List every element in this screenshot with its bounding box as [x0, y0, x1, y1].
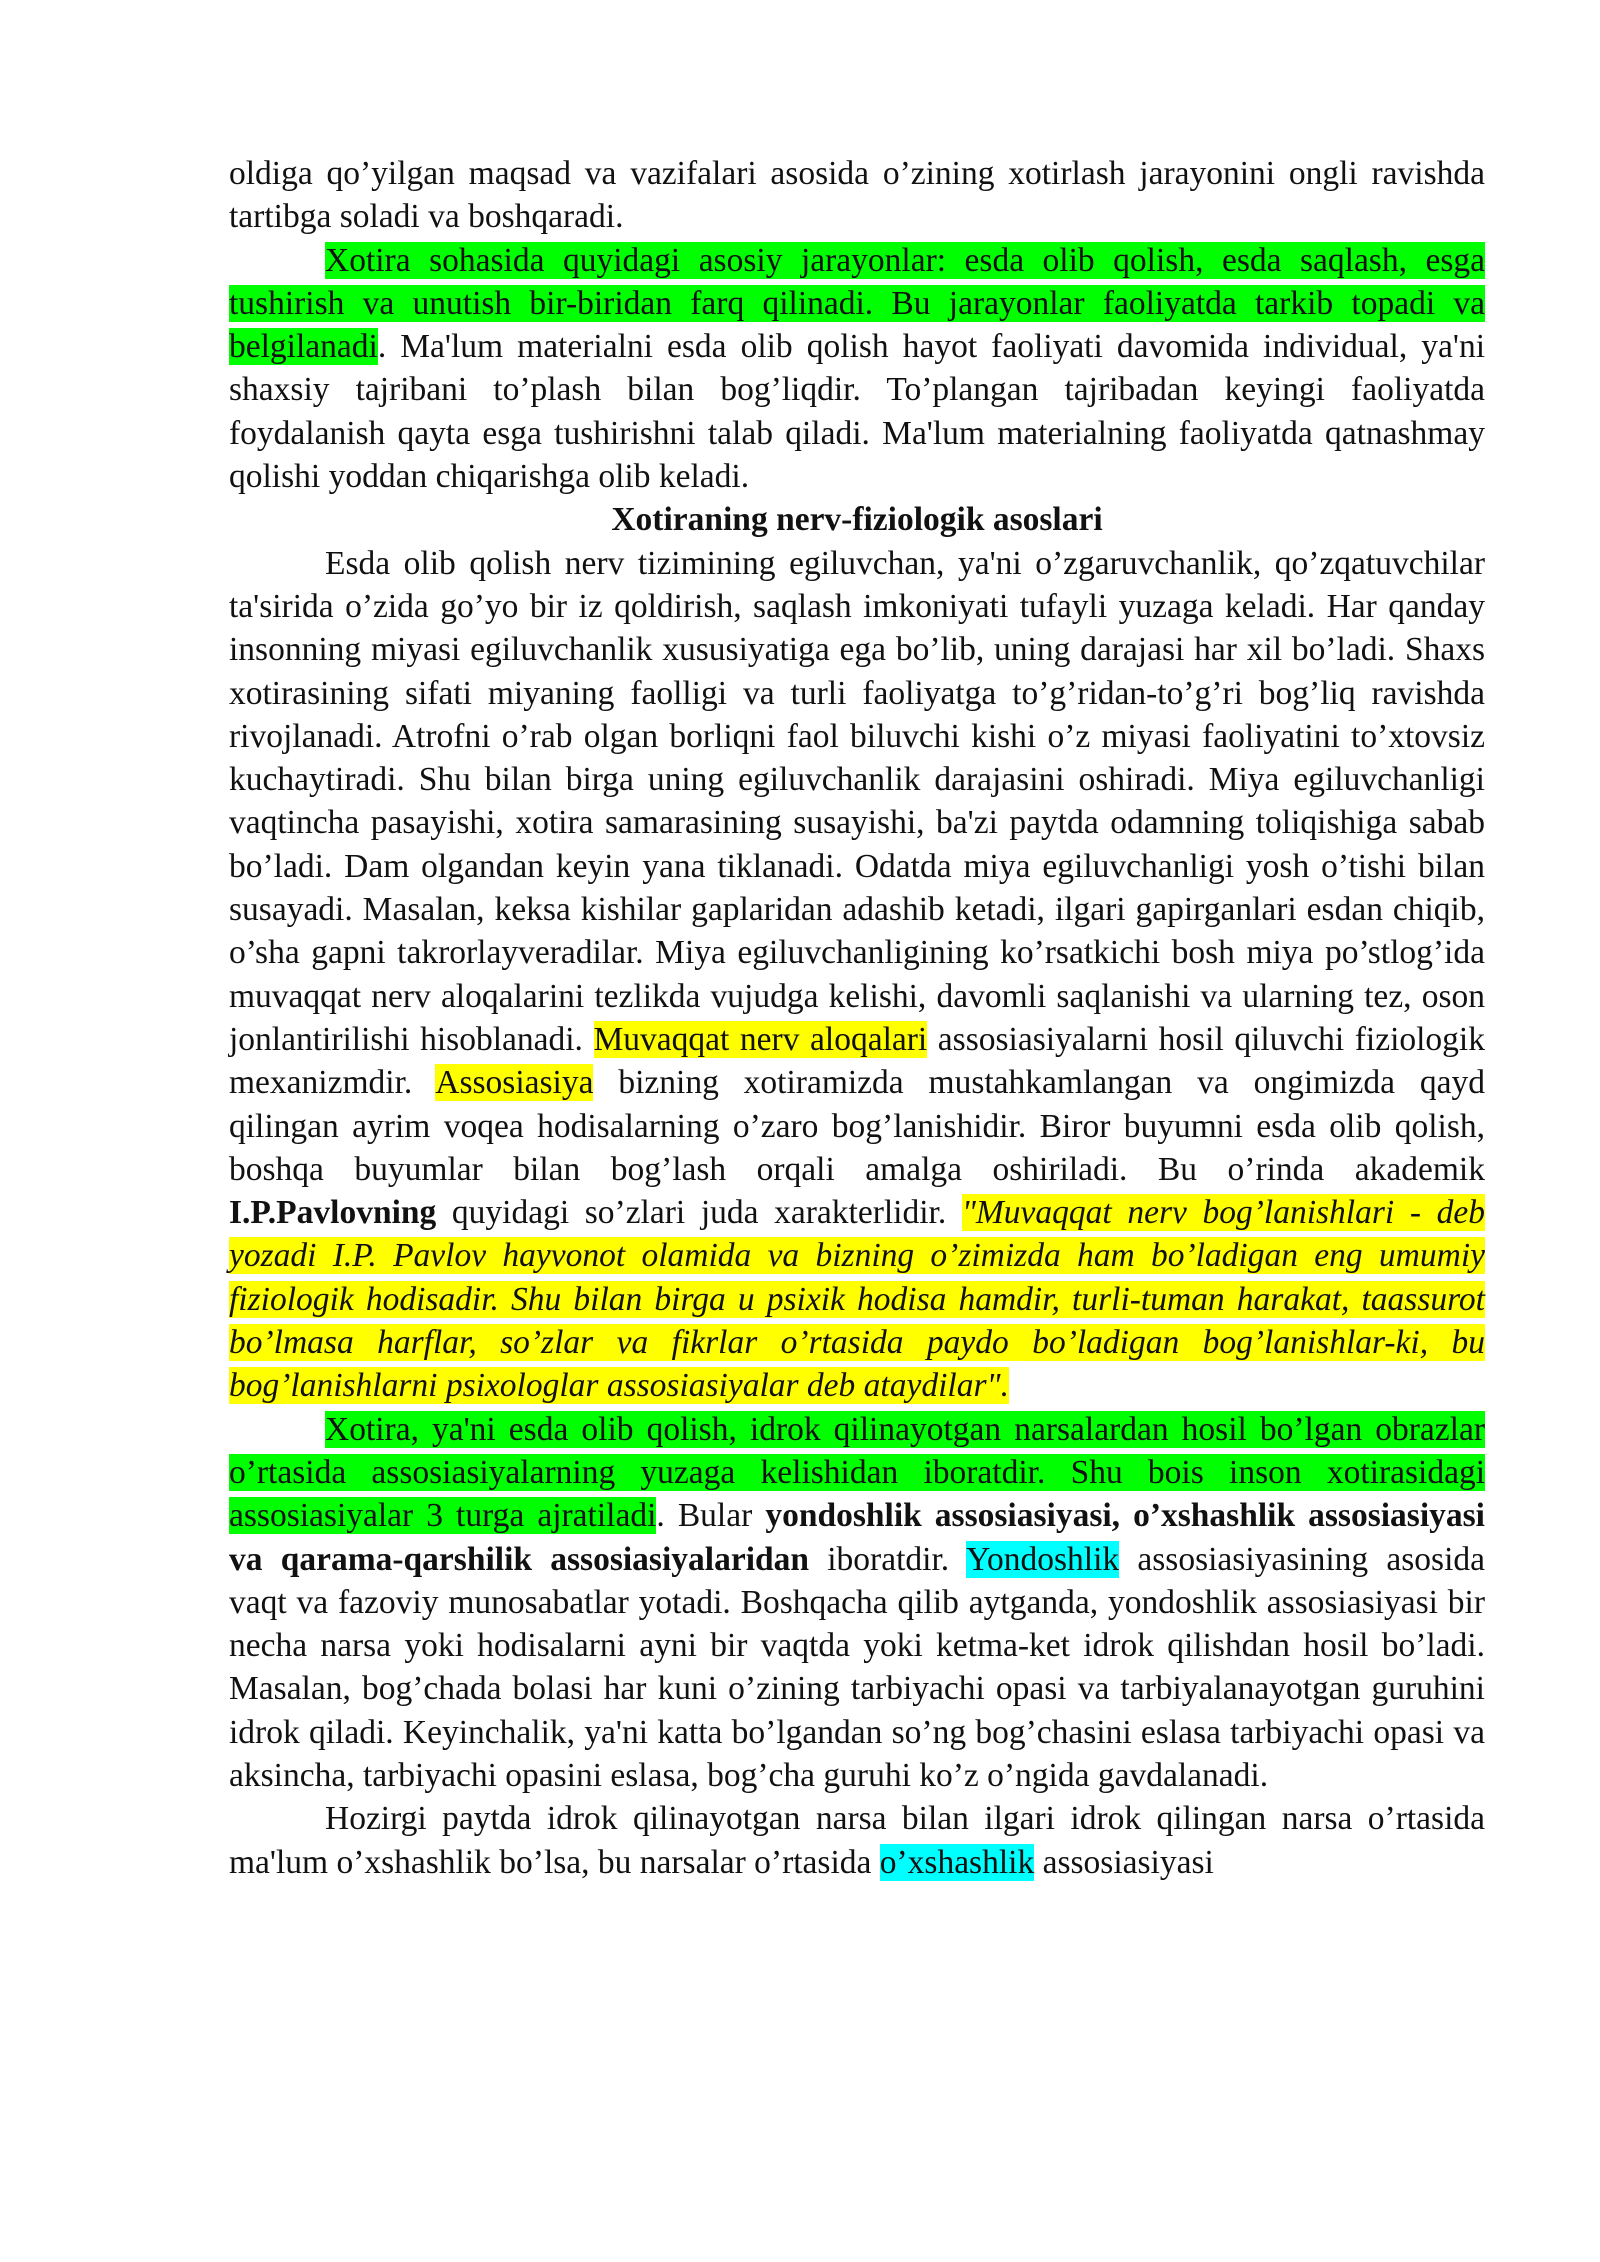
paragraph-text: bizning xotiramizda mustahkamlangan va ongimizda qayd qilingan ayrim voqea hodisalarning o’zaro bog’lanishidir. Biror buyumni esda olib qolish, boshqa buyumlar bilan bog’lash orqali amalga oshiriladi. Bu o’rinda akademik [229, 1064, 1485, 1188]
paragraph-intro-continuation [229, 152, 1485, 239]
paragraph-text: iboratdir. [809, 1540, 967, 1578]
yellow-highlight-term: Muvaqqat nerv aloqalari [593, 1020, 928, 1058]
paragraph-similarity [229, 1797, 1485, 1884]
paragraph-text: quyidagi so’zlari juda xarakterlidir. [436, 1194, 962, 1232]
paragraph-text: assosiasiyalarni hosil qiluvchi fiziologik mexanizmdir. [229, 1020, 1485, 1102]
paragraph-text: Esda olib qolish nerv tizimining egiluvchan, ya'ni o’zgaruvchanlik, qo’zqatuvchilar ta'sirida o’zida go’yo bir iz qoldirish, saqlash imkoniyati tufayli yuzaga keladi. Har qanday insonning miyasi egiluvchanlik xususiyatiga ega bo’lib, uning darajasi har xil bo’ladi. Shaxs xotirasining sifati miyaning faolligi va turli faoliyatga to’g’ridan-to’g’ri bog’liq ravishda rivojlanadi. Atrofni o’rab olgan borliqni faol biluvchi kishi o’z miyasi faoliyatini to’xtovsiz kuchaytiradi. Shu bilan birga uning egiluvchanlik darajasini oshiradi. Miya egiluvchanligi vaqtincha pasayishi, xotira samarasining susayishi, ba'zi paytda odamning toliqishiga sabab bo’ladi. Dam olgandan keyin yana tiklanadi. Odatda miya egiluvchanligi yosh o’tishi bilan susayadi. Masalan, keksa kishilar gaplaridan adashib ketadi, ilgari gapirganlari esdan chiqib, o’sha gapni takrorlayveradilar. Miya egiluvchanligining ko’rsatkichi bosh miya po’stlog’ida muvaqqat nerv aloqalarini tezlikda vujudga kelishi, davomli saqlanishi va ularning tez, oson jonlantirilishi hisoblanadi. [229, 544, 1485, 1058]
green-highlight-text: Xotira, ya'ni esda olib qolish, idrok qilinayotgan narsalardan hosil bo’lgan obrazlar o’rtasida assosiasiyalarning yuzaga kelishidan iboratdir. Shu bois inson xotirasidagi assosiasiyalar 3 turga ajratiladi [229, 1410, 1485, 1535]
cyan-highlight-term: o’xshashlik [879, 1843, 1035, 1881]
cyan-highlight-term: Yondoshlik [966, 1540, 1120, 1578]
paragraph-text: assosiasiyasi [1034, 1843, 1214, 1881]
yellow-highlight-term: Assosiasiya [435, 1064, 594, 1102]
section-heading: Xotiraning nerv-fiziologik asoslari [611, 501, 1103, 539]
bold-association-types: yondoshlik assosiasiyasi, o’xshashlik assosiasiyasi va qarama-qarshilik assosiasiyalaridan [229, 1497, 1485, 1578]
pavlov-quote: "Muvaqqat nerv bog’lanishlari - deb yozadi I.P. Pavlov hayvonot olamida va bizning o’zimizda ham bo’ladigan eng umumiy fiziologik hodisadir. Shu bilan birga u psixik hodisa hamdir, turli-tuman harakat, taassurot bo’lmasa harflar, so’zlar va fikrlar o’rtasida paydo bo’ladigan bog’lanishlar-ki, bu bog’lanishlarni psixologlar assosiasiyalar deb ataydilar". [229, 1194, 1485, 1405]
document-body [229, 152, 1485, 1884]
green-highlight-text: Xotira sohasida quyidagi asosiy jarayonlar: esda olib qolish, esda saqlash, esga tushirish va unutish bir-biridan farq qilinadi. Bu jarayonlar faoliyatda tarkib topadi va belgilanadi [229, 241, 1485, 366]
paragraph-text: . Bular [656, 1497, 766, 1535]
paragraph-memory-processes [229, 239, 1485, 499]
paragraph-text: . Ma'lum materialni esda olib qolish hayot faoliyati davomida individual, ya'ni shaxsiy tajribani to’plash bilan bog’liqdir. To’plangan tajribadan keyingi faoliyatda foydalanish qayta esga tushirishni talab qiladi. Ma'lum materialning faoliyatda qatnashmay qolishi yoddan chiqarishga olib keladi. [229, 328, 1485, 496]
bold-author-name: I.P.Pavlovning [229, 1194, 437, 1232]
paragraph-text: oldiga qo’yilgan maqsad va vazifalari asosida o’zining xotirlash jarayonini ongli ravishda tartibga soladi va boshqaradi. [229, 155, 1485, 236]
paragraph-association-types [229, 1408, 1485, 1798]
paragraph-text: Hozirgi paytda idrok qilinayotgan narsa bilan ilgari idrok qilingan narsa o’rtasida ma'lum o’xshashlik bo’lsa, bu narsalar o’rtasida [229, 1800, 1485, 1881]
paragraph-neural-basis [229, 542, 1485, 1408]
paragraph-text: assosiasiyasining asosida vaqt va fazoviy munosabatlar yotadi. Boshqacha qilib aytganda, yondoshlik assosiasiyasi bir necha narsa yoki hodisalarni ayni bir vaqtda yoki ketma-ket idrok qilishdan hosil bo’ladi. Masalan, bog’chada bolasi har kuni o’zining tarbiyachi opasi va tarbiyalanayotgan guruhini idrok qiladi. Keyinchalik, ya'ni katta bo’lgandan so’ng bog’chasini eslasa tarbiyachi opasi va aksincha, tarbiyachi opasini eslasa, bog’cha guruhi ko’z o’ngida gavdalanadi. [229, 1540, 1486, 1794]
